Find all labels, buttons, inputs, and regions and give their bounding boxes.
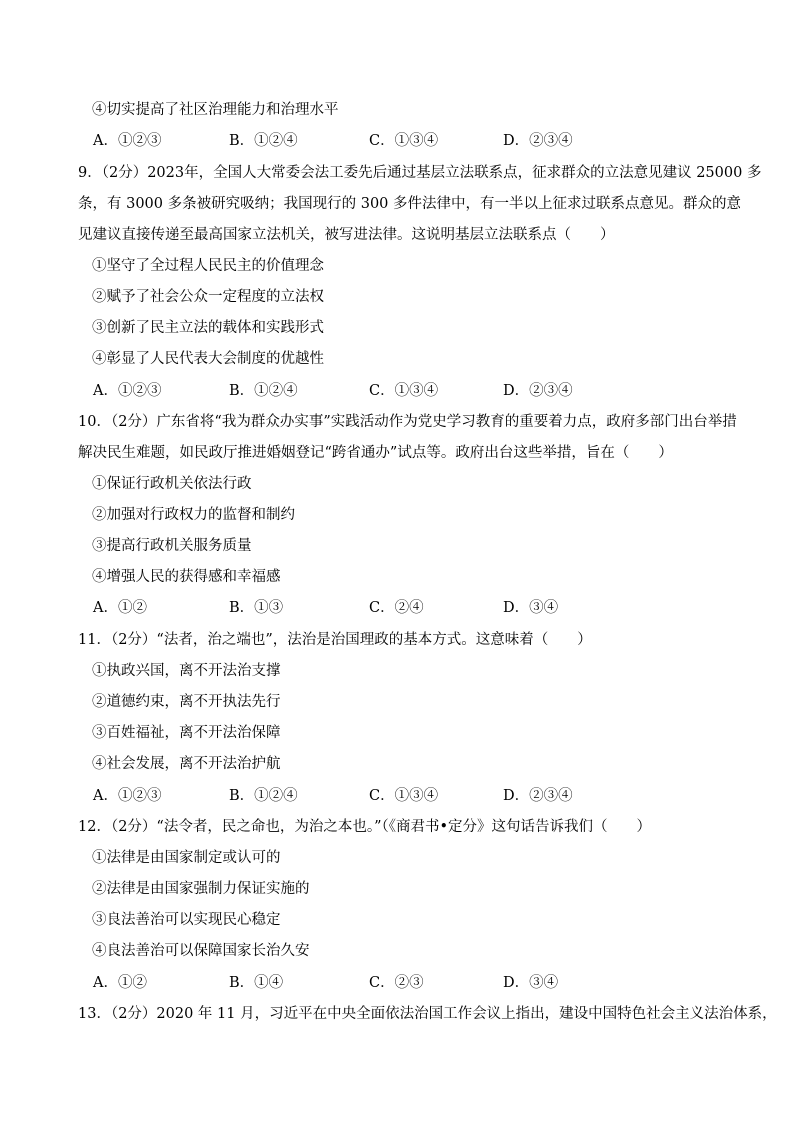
- q12-choices: [93, 973, 733, 993]
- q12-choice-b[interactable]: B．①④: [229, 975, 284, 991]
- q10-choice-a[interactable]: A．①②: [93, 600, 147, 616]
- q12-stem-line-1: 12．（2分）“法令者，民之命也，为治之本也。”（《商君书•定分》这句话告诉我们（ ）: [78, 819, 652, 835]
- q9-stem-line-3: 见建议直接传递至最高国家立法机关，被写进法律。这说明基层立法联系点（ ）: [78, 227, 615, 243]
- q10-choice-d[interactable]: D．③④: [503, 600, 559, 616]
- q11-choice-a[interactable]: A．①②③: [93, 788, 162, 804]
- q8-choice-a[interactable]: A．①②③: [93, 133, 162, 149]
- q11-choice-c[interactable]: C．①③④: [369, 788, 439, 804]
- q9-option-3: ③创新了民主立法的载体和实践形式: [92, 320, 324, 336]
- q11-option-1: ①执政兴国，离不开法治支撑: [92, 663, 281, 679]
- q12-option-2: ②法律是由国家强制力保证实施的: [92, 881, 310, 897]
- q11-option-3: ③百姓福祉，离不开法治保障: [92, 725, 281, 741]
- q9-choice-a[interactable]: A．①②③: [93, 383, 162, 399]
- q10-choice-c[interactable]: C．②④: [369, 600, 424, 616]
- q9-choice-d[interactable]: D．②③④: [503, 383, 573, 399]
- q9-choices: [93, 381, 733, 401]
- q12-choice-a[interactable]: A．①②: [93, 975, 147, 991]
- q8-choice-d[interactable]: D．②③④: [503, 133, 573, 149]
- q11-choice-b[interactable]: B．①②④: [229, 788, 298, 804]
- q10-option-4: ④增强人民的获得感和幸福感: [92, 569, 281, 585]
- q8-option-4: ④切实提高了社区治理能力和治理水平: [92, 102, 339, 118]
- q8-choice-b[interactable]: B．①②④: [229, 133, 298, 149]
- q8-choices: [93, 131, 733, 151]
- q9-option-1: ①坚守了全过程人民民主的价值理念: [92, 258, 324, 274]
- q10-option-1: ①保证行政机关依法行政: [92, 476, 252, 492]
- q10-stem-line-1: 10．（2分）广东省将“我为群众办实事”实践活动作为党史学习教育的重要着力点，政府多部门出台举措: [78, 414, 737, 430]
- q11-option-4: ④社会发展，离不开法治护航: [92, 756, 281, 772]
- q10-option-3: ③提高行政机关服务质量: [92, 538, 252, 554]
- q9-stem-line-2: 条，有 3000 多条被研究吸纳；我国现行的 300 多件法律中，有一半以上征求过联系点意见。群众的意: [78, 196, 742, 212]
- q12-choice-d[interactable]: D．③④: [503, 975, 559, 991]
- q10-choices: [93, 598, 733, 618]
- q8-choice-c[interactable]: C．①③④: [369, 133, 439, 149]
- q9-choice-c[interactable]: C．①③④: [369, 383, 439, 399]
- q10-stem-line-2: 解决民生难题，如民政厅推进婚姻登记“跨省通办”试点等。政府出台这些举措，旨在（ ）: [78, 445, 673, 461]
- q11-stem-line-1: 11．（2分）“法者，治之端也”，法治是治国理政的基本方式。这意味着（ ）: [78, 632, 592, 648]
- q12-option-4: ④良法善治可以保障国家长治久安: [92, 943, 310, 959]
- q12-option-3: ③良法善治可以实现民心稳定: [92, 912, 281, 928]
- q11-option-2: ②道德约束，离不开执法先行: [92, 694, 281, 710]
- q12-choice-c[interactable]: C．②③: [369, 975, 424, 991]
- q10-option-2: ②加强对行政权力的监督和制约: [92, 507, 295, 523]
- q9-option-2: ②赋予了社会公众一定程度的立法权: [92, 289, 324, 305]
- q11-choices: [93, 786, 733, 806]
- q12-option-1: ①法律是由国家制定或认可的: [92, 850, 281, 866]
- q9-choice-b[interactable]: B．①②④: [229, 383, 298, 399]
- q13-stem-line-1: 13．（2分）2020 年 11 月，习近平在中央全面依法治国工作会议上指出，建设中国特色社会主义法治体系，: [78, 1006, 777, 1022]
- q9-option-4: ④彰显了人民代表大会制度的优越性: [92, 351, 324, 367]
- q10-choice-b[interactable]: B．①③: [229, 600, 284, 616]
- q9-stem-line-1: 9．（2分）2023年，全国人大常委会法工委先后通过基层立法联系点，征求群众的立法意见建议 25000 多: [78, 165, 762, 181]
- q11-choice-d[interactable]: D．②③④: [503, 788, 573, 804]
